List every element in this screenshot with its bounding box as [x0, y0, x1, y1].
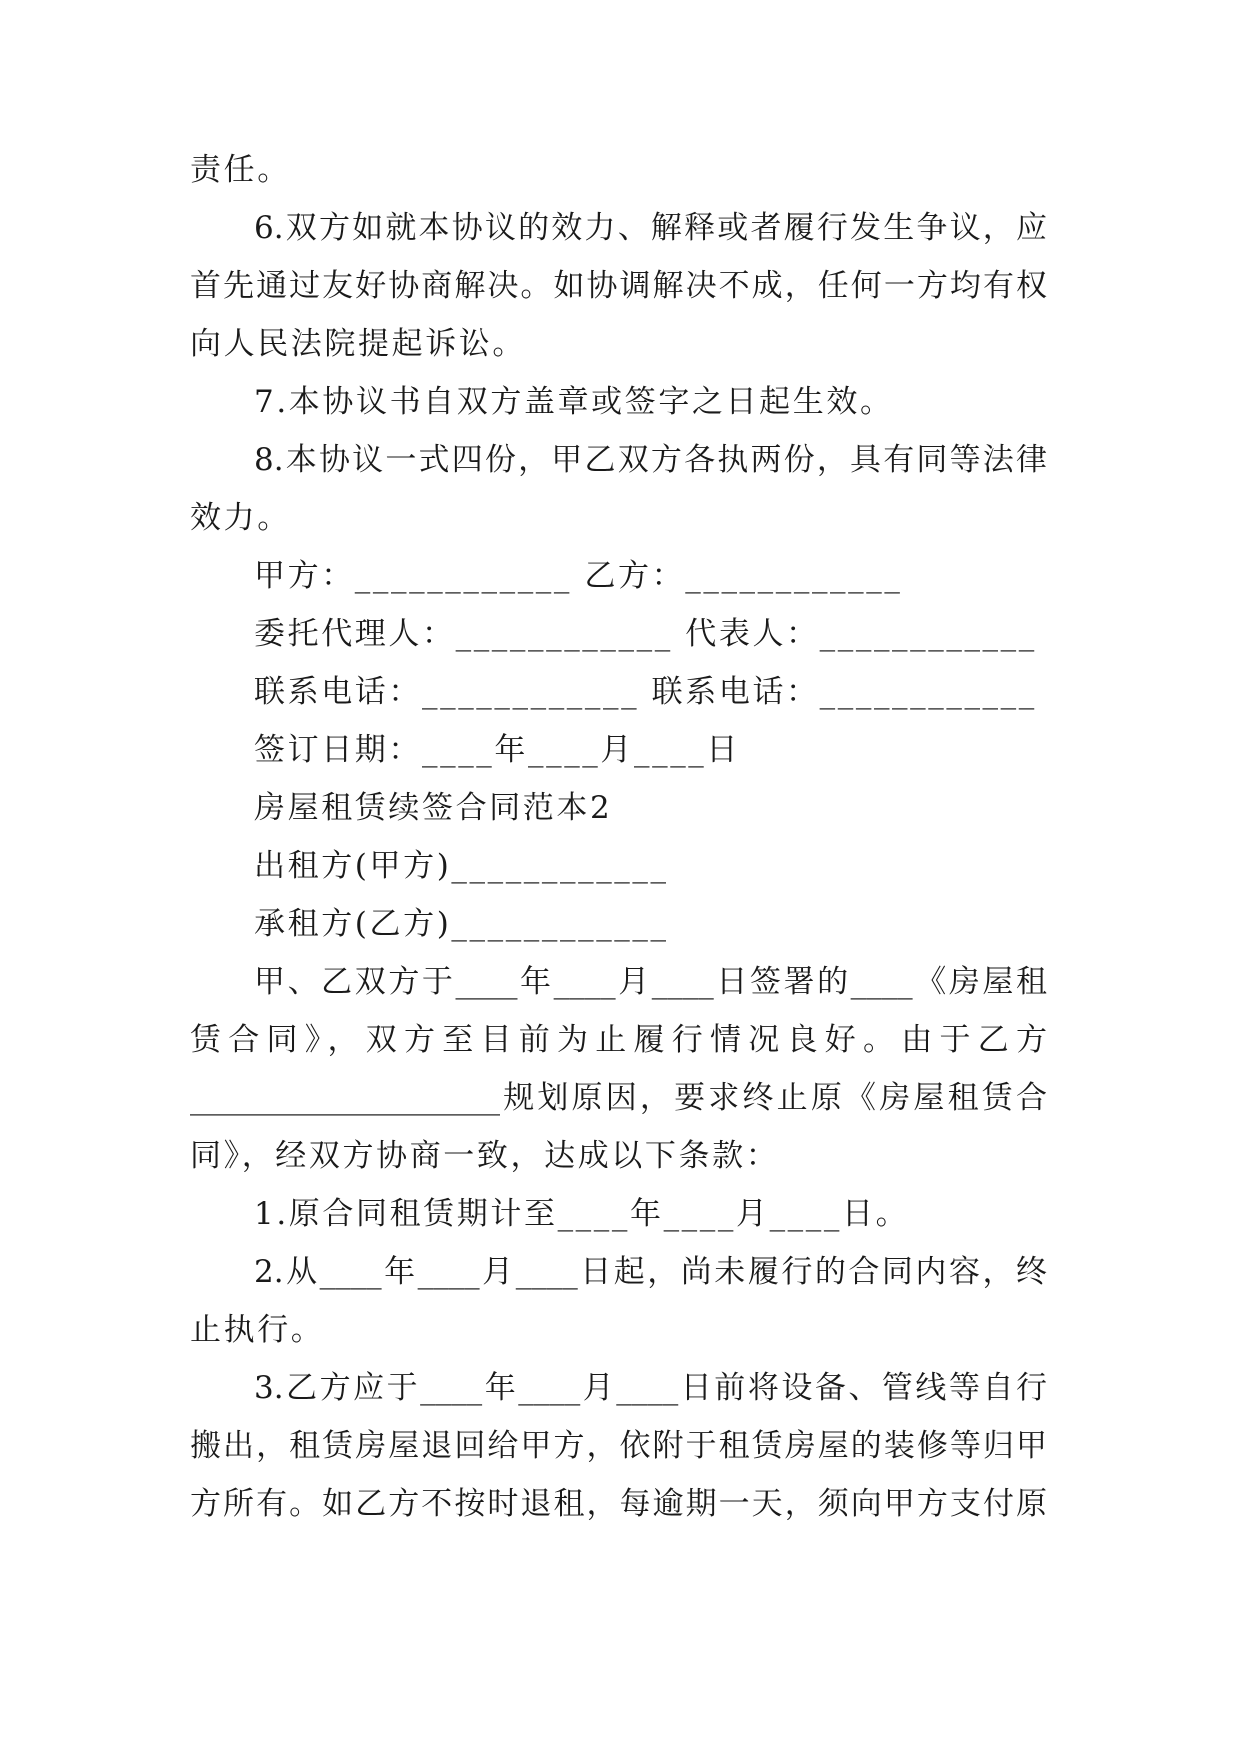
text-line: 首先通过友好协商解决。如协调解决不成，任何一方均有权 — [190, 268, 1047, 304]
clause-7: 7.本协议书自双方盖章或签字之日起生效。 — [254, 384, 894, 420]
text-line: 赁合同》，双方至目前为止履行情况良好。由于乙方 — [190, 1022, 1047, 1058]
clause-8: 8.本协议一式四份，甲乙双方各执两份，具有同等法律 — [254, 442, 1047, 478]
clause-2: 2.从____年____月____日起，尚未履行的合同内容，终 — [254, 1254, 1047, 1290]
text-line: 同》，经双方协商一致，达成以下条款： — [190, 1138, 780, 1174]
text-line: 方所有。如乙方不按时退租，每逾期一天，须向甲方支付原 — [190, 1486, 1047, 1522]
text-line: 搬出，租赁房屋退回给甲方，依附于租赁房屋的装修等归甲 — [190, 1428, 1047, 1464]
signature-phone-line: 联系电话：____________ 联系电话：____________ — [254, 674, 1037, 710]
lessee-line: 承租方(乙方)____________ — [254, 906, 669, 942]
text-line: 向人民法院提起诉讼。 — [190, 326, 526, 362]
preamble-line: 甲、乙双方于____年____月____日签署的____《房屋租 — [254, 964, 1047, 1000]
text-line: 止执行。 — [190, 1312, 325, 1348]
signature-agent-line: 委托代理人：____________ 代表人：____________ — [254, 616, 1037, 652]
clause-1: 1.原合同租赁期计至____年____月____日。 — [254, 1196, 910, 1232]
text-line: 效力。 — [190, 500, 291, 536]
signing-date-line: 签订日期：____年____月____日 — [254, 732, 740, 768]
text-line: ____________________规划原因，要求终止原《房屋租赁合 — [190, 1080, 1047, 1116]
lessor-line: 出租方(甲方)____________ — [254, 848, 669, 884]
text-line: 责任。 — [190, 152, 291, 188]
clause-6: 6.双方如就本协议的效力、解释或者履行发生争议，应 — [254, 210, 1047, 246]
signature-party-line: 甲方：____________ 乙方：____________ — [254, 558, 903, 594]
clause-3: 3.乙方应于____年____月____日前将设备、管线等自行 — [254, 1370, 1047, 1406]
section-title: 房屋租赁续签合同范本2 — [254, 790, 613, 826]
